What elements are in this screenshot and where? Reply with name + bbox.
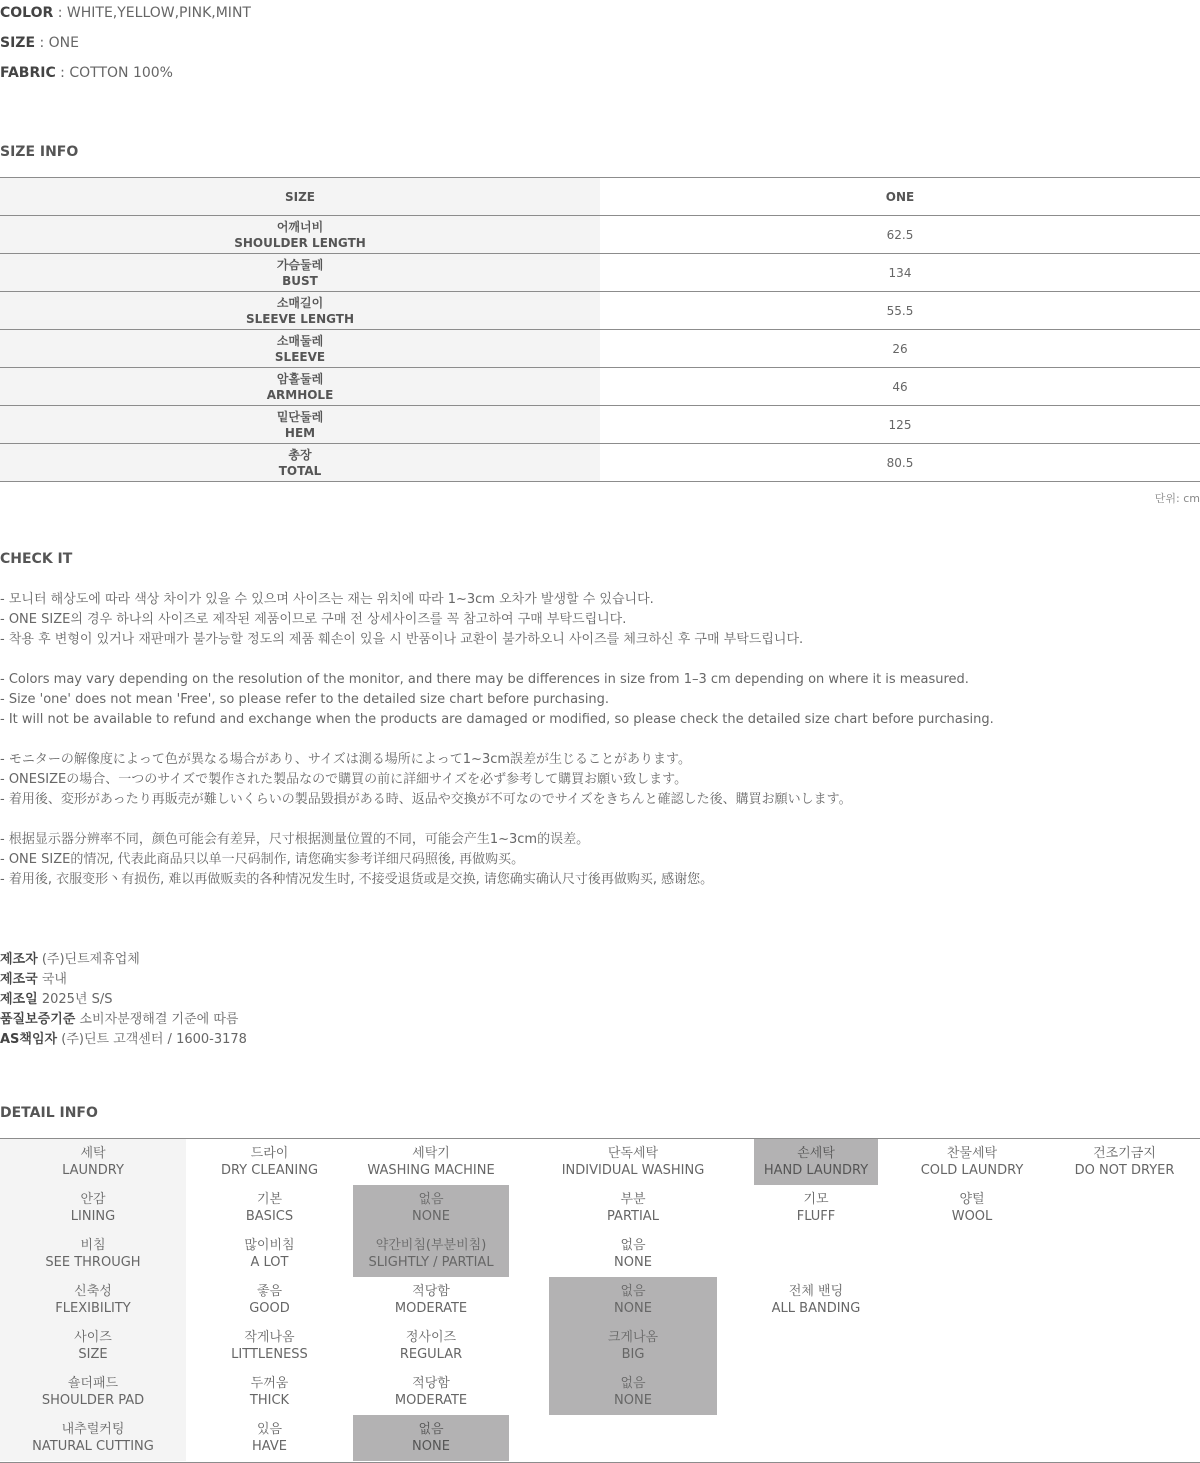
spec-label: SIZE [0, 35, 36, 51]
note-group [0, 830, 1200, 890]
detail-option-en: DO NOT DRYER [1074, 1163, 1175, 1178]
detail-option-en: FLUFF [796, 1209, 836, 1224]
detail-row-header [0, 1277, 186, 1323]
spec-label: FABRIC [0, 65, 56, 81]
detail-option-ko: 좋음 [256, 1284, 283, 1299]
detail-option-ko: 없음 [620, 1238, 646, 1253]
size-row-label-ko: 소매둘레 [276, 333, 324, 348]
detail-option [353, 1369, 509, 1415]
detail-option-en: GOOD [249, 1301, 290, 1316]
detail-option-ko: 드라이 [250, 1146, 289, 1161]
manufacturer-label: 제조일 [0, 992, 38, 1007]
detail-option-selected [549, 1323, 717, 1369]
manufacturer-value: 소비자분쟁해결 기준에 따름 [75, 1012, 239, 1027]
detail-option [353, 1323, 509, 1369]
detail-option-ko: 많이비침 [244, 1238, 295, 1253]
detail-row-header [0, 1323, 186, 1369]
size-row-label-ko: 가슴둘레 [276, 257, 324, 272]
size-row-label-en: SLEEVE [274, 349, 326, 364]
size-info-title: SIZE INFO [0, 144, 79, 160]
detail-option [353, 1139, 509, 1185]
note-line: - ONE SIZE의 경우 하나의 사이즈로 제작된 제품이므로 구매 전 상세사이즈를 꼭 참고하여 구매 부탁드립니다. [0, 612, 627, 627]
detail-header-en: LAUNDRY [62, 1163, 124, 1178]
detail-option [878, 1185, 1066, 1231]
size-header-value: ONE [600, 178, 1200, 216]
detail-row-header [0, 1139, 186, 1185]
check-it-title: CHECK IT [0, 551, 73, 567]
detail-option-en: PARTIAL [607, 1209, 659, 1224]
spec-label: COLOR [0, 5, 54, 21]
detail-option-ko: 없음 [418, 1422, 444, 1437]
manufacturer-value: (주)딘트 고객센터 / 1600-3178 [57, 1032, 247, 1047]
size-row-label [0, 368, 600, 406]
manufacturer-line [0, 950, 247, 970]
detail-info-title: DETAIL INFO [0, 1105, 98, 1121]
size-row-label-en: HEM [284, 425, 316, 440]
detail-option-en: NONE [614, 1255, 652, 1270]
detail-option-en: BIG [621, 1347, 645, 1362]
detail-row [0, 1185, 1200, 1231]
manufacturer-value: 국내 [37, 972, 67, 987]
detail-option-ko: 세탁기 [412, 1146, 450, 1161]
detail-header-ko: 비침 [80, 1238, 106, 1253]
detail-option-ko: 부분 [620, 1192, 646, 1207]
detail-option [353, 1277, 509, 1323]
detail-option [878, 1139, 1066, 1185]
size-table-header-row [0, 178, 1200, 216]
size-row-label-ko: 소매길이 [276, 295, 324, 310]
size-table-row [0, 444, 1200, 482]
manufacturer-label: 품질보증기준 [0, 1012, 76, 1027]
note-group [0, 750, 1200, 810]
detail-row [0, 1139, 1200, 1185]
detail-option-en: WASHING MACHINE [367, 1163, 495, 1178]
detail-option-en: NONE [614, 1393, 652, 1408]
detail-option-en: HAND LAUNDRY [763, 1163, 869, 1178]
size-table-row [0, 330, 1200, 368]
detail-option-en: MODERATE [394, 1393, 468, 1408]
size-row-value: 80.5 [600, 444, 1200, 482]
note-line: - 着用後, 衣服变形丶有损伤, 难以再做贩卖的各种情况发生时, 不接受退货或是交换, 请您确实确认尺寸後再做购买, 感谢您。 [0, 872, 714, 887]
note-group [0, 670, 1200, 730]
size-row-label [0, 406, 600, 444]
detail-row [0, 1231, 1200, 1277]
detail-option-selected [754, 1139, 878, 1185]
detail-header-ko: 숄더패드 [67, 1376, 119, 1391]
manufacturer-label: 제조국 [0, 972, 38, 987]
size-row-label [0, 254, 600, 292]
detail-option-en: WOOL [951, 1209, 993, 1224]
note-line: - 모니터 해상도에 따라 색상 차이가 있을 수 있으며 사이즈는 재는 위치에 따라 1~3cm 오차가 발생할 수 있습니다. [0, 592, 654, 607]
check-it-notes [0, 590, 1200, 910]
note-line: - 根据显示器分辨率不同，颜色可能会有差异，尺寸根据测量位置的不同，可能会产生1~3cm的误差。 [0, 832, 590, 847]
spec-fabric [0, 64, 173, 82]
detail-option-en: A LOT [250, 1255, 289, 1270]
detail-option-en: REGULAR [399, 1347, 463, 1362]
detail-option-ko: 작게나옴 [244, 1330, 295, 1345]
detail-option [549, 1231, 717, 1277]
detail-row-header [0, 1185, 186, 1231]
note-line: - Size 'one' does not mean 'Free', so please refer to the detailed size chart before purchasing. [0, 692, 610, 707]
detail-row-header [0, 1231, 186, 1277]
detail-header-en: SHOULDER PAD [41, 1393, 145, 1408]
detail-option-ko: 단독세탁 [607, 1146, 659, 1161]
detail-option [1049, 1139, 1200, 1185]
detail-option-en: NONE [412, 1439, 450, 1454]
detail-option [186, 1323, 353, 1369]
size-table-row [0, 292, 1200, 330]
spec-value: : WHITE,YELLOW,PINK,MINT [53, 5, 251, 21]
detail-option-selected [353, 1415, 509, 1461]
detail-row [0, 1277, 1200, 1323]
note-line: - ONE SIZE的情况, 代表此商品只以单一尺码制作, 请您确实参考详细尺码照後, 再做购买。 [0, 852, 525, 867]
spec-color [0, 4, 251, 22]
manufacturer-value: (주)딘트제휴업체 [37, 952, 140, 967]
detail-option-ko: 없음 [620, 1376, 646, 1391]
detail-option [549, 1185, 717, 1231]
size-row-value: 26 [600, 330, 1200, 368]
detail-option [186, 1415, 353, 1461]
size-row-value: 134 [600, 254, 1200, 292]
manufacturer-line [0, 1030, 247, 1050]
detail-row [0, 1369, 1200, 1415]
detail-option-ko: 기본 [256, 1192, 283, 1207]
detail-header-ko: 세탁 [80, 1146, 106, 1161]
detail-option-en: NONE [412, 1209, 450, 1224]
size-row-value: 62.5 [600, 216, 1200, 254]
detail-header-en: NATURAL CUTTING [32, 1439, 154, 1454]
detail-option-ko: 찬물세탁 [946, 1146, 998, 1161]
detail-option [186, 1231, 353, 1277]
note-line: - 着用後、変形があったり再販売が難しいくらいの製品毀損がある時、返品や交換が不可なのでサイズをきちんと確認した後、購買お願いします。 [0, 792, 852, 807]
detail-option-selected [549, 1369, 717, 1415]
detail-option-selected [353, 1231, 509, 1277]
size-row-label-en: SHOULDER LENGTH [234, 235, 366, 250]
spec-value: : ONE [35, 35, 79, 51]
detail-option-en: ALL BANDING [771, 1301, 861, 1316]
detail-row-header [0, 1415, 186, 1461]
size-row-label-ko: 암홀둘레 [276, 371, 324, 386]
detail-option [186, 1139, 353, 1185]
detail-option-en: THICK [249, 1393, 290, 1408]
detail-option-en: INDIVIDUAL WASHING [561, 1163, 705, 1178]
detail-row [0, 1415, 1200, 1461]
detail-option-en: HAVE [252, 1439, 287, 1454]
detail-header-ko: 사이즈 [74, 1330, 112, 1345]
detail-option-ko: 손세탁 [797, 1146, 835, 1161]
manufacturer-label: 제조자 [0, 952, 38, 967]
detail-header-ko: 신축성 [74, 1284, 112, 1299]
size-row-value: 46 [600, 368, 1200, 406]
detail-option-ko: 양털 [959, 1192, 985, 1207]
size-table-row [0, 368, 1200, 406]
note-line: - 착용 후 변형이 있거나 재판매가 불가능할 정도의 제품 훼손이 있을 시 반품이나 교환이 불가하오니 사이즈를 체크하신 후 구매 부탁드립니다. [0, 632, 804, 647]
size-row-value: 55.5 [600, 292, 1200, 330]
manufacturer-info [0, 950, 247, 1050]
size-table-row [0, 406, 1200, 444]
unit-note: 단위: cm [1154, 492, 1200, 505]
detail-option-ko: 적당함 [412, 1284, 450, 1299]
detail-option [754, 1277, 878, 1323]
size-row-label [0, 444, 600, 482]
detail-option-ko: 없음 [418, 1192, 444, 1207]
size-row-label-ko: 총장 [288, 447, 312, 462]
detail-option-selected [549, 1277, 717, 1323]
detail-header-en: SIZE [78, 1347, 108, 1362]
size-row-label-en: BUST [282, 273, 318, 288]
detail-info-grid [0, 1138, 1200, 1463]
detail-header-en: LINING [70, 1209, 116, 1224]
detail-option-ko: 크게나옴 [607, 1330, 659, 1345]
detail-option-ko: 두꺼움 [250, 1376, 289, 1391]
detail-header-en: FLEXIBILITY [55, 1301, 131, 1316]
size-row-label [0, 330, 600, 368]
note-line: - モニターの解像度によって色が異なる場合があり、サイズは測る場所によって1~3cm誤差が生じることがあります。 [0, 752, 691, 767]
detail-option-ko: 기모 [803, 1192, 829, 1207]
size-table [0, 177, 1200, 482]
size-table-row [0, 254, 1200, 292]
detail-option-ko: 있음 [256, 1422, 283, 1437]
detail-option-ko: 정사이즈 [405, 1330, 457, 1345]
detail-option [186, 1185, 353, 1231]
manufacturer-line [0, 990, 247, 1010]
detail-option-en: LITTLENESS [231, 1347, 308, 1362]
detail-option-en: SLIGHTLY / PARTIAL [368, 1255, 494, 1270]
size-row-label-en: ARMHOLE [266, 387, 334, 402]
size-row-label-ko: 밑단둘레 [276, 409, 324, 424]
note-line: - ONESIZEの場合、一つのサイズで製作された製品なので購買の前に詳細サイズを必ず参考して購買お願い致します。 [0, 772, 688, 787]
detail-option [754, 1185, 878, 1231]
detail-option-en: NONE [614, 1301, 652, 1316]
size-row-label-en: TOTAL [278, 463, 322, 478]
size-row-label [0, 216, 600, 254]
detail-option [549, 1139, 717, 1185]
detail-option-en: DRY CLEANING [220, 1163, 319, 1178]
size-header-label: SIZE [0, 178, 600, 216]
note-line: - It will not be available to refund and exchange when the products are damaged or modified, so please check the detailed size chart before purchasing. [0, 712, 994, 727]
detail-option-en: BASICS [245, 1209, 294, 1224]
detail-header-ko: 안감 [80, 1192, 106, 1207]
manufacturer-line [0, 970, 247, 990]
detail-row-header [0, 1369, 186, 1415]
size-table-row [0, 216, 1200, 254]
detail-option-en: MODERATE [394, 1301, 468, 1316]
detail-option [186, 1277, 353, 1323]
size-row-label [0, 292, 600, 330]
spec-size [0, 34, 79, 52]
detail-option [186, 1369, 353, 1415]
manufacturer-label: AS책임자 [0, 1032, 58, 1047]
detail-header-ko: 내추럴커팅 [61, 1422, 125, 1437]
manufacturer-value: 2025년 S/S [37, 992, 113, 1007]
spec-value: : COTTON 100% [55, 65, 173, 81]
size-row-value: 125 [600, 406, 1200, 444]
detail-option-ko: 적당함 [412, 1376, 450, 1391]
detail-row [0, 1323, 1200, 1369]
note-line: - Colors may vary depending on the resolution of the monitor, and there may be differences in size from 1–3 cm depending on where it is measured. [0, 672, 969, 687]
detail-option-ko: 없음 [620, 1284, 646, 1299]
size-row-label-en: SLEEVE LENGTH [245, 311, 355, 326]
detail-option-ko: 전체 밴딩 [788, 1284, 844, 1299]
size-row-label-ko: 어깨너비 [276, 219, 324, 234]
detail-header-en: SEE THROUGH [45, 1255, 141, 1270]
manufacturer-line [0, 1010, 247, 1030]
detail-option-ko: 건조기금지 [1093, 1146, 1156, 1161]
note-group [0, 590, 1200, 650]
detail-option-selected [353, 1185, 509, 1231]
detail-option-en: COLD LAUNDRY [920, 1163, 1024, 1178]
detail-option-ko: 약간비침(부분비침) [375, 1238, 487, 1253]
